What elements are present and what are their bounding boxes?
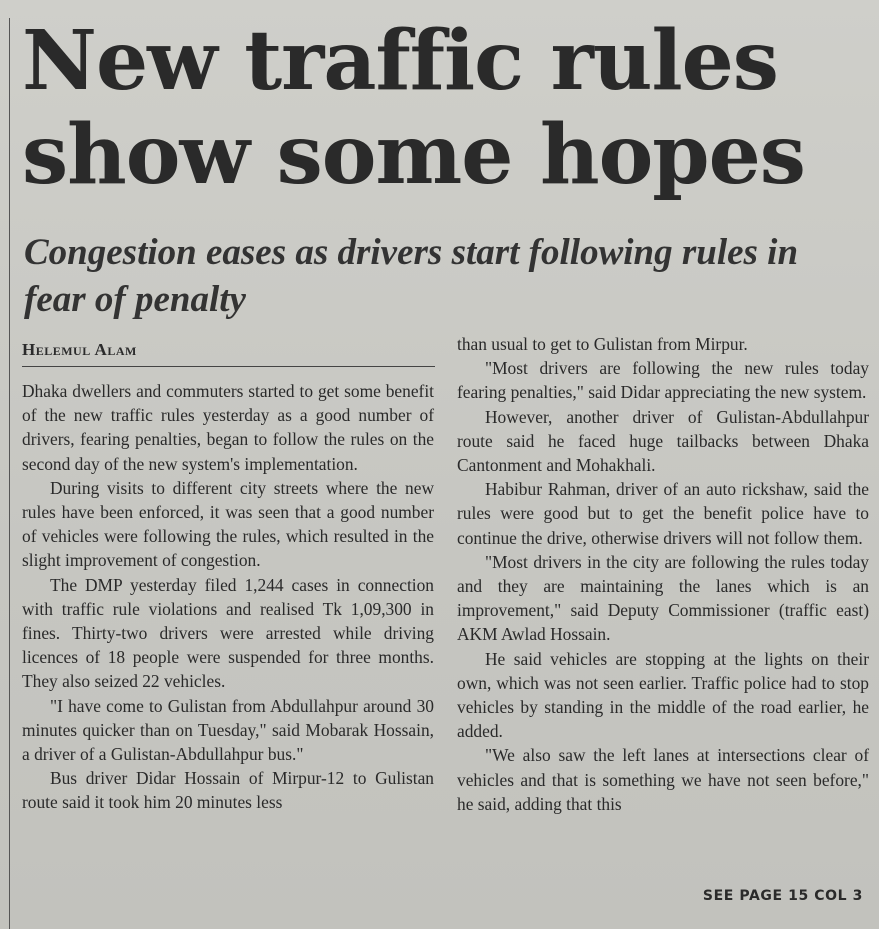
byline: Helemul Alam — [22, 340, 137, 359]
paragraph: "I have come to Gulistan from Abdullahpur around 30 minutes quicker than on Tuesday," said Mobarak Hossain, a driver of a Gulistan-Abdullahpur bus." — [22, 695, 434, 765]
headline: New traffic rules show some hopes — [22, 13, 805, 203]
paragraph: "We also saw the left lanes at intersections clear of vehicles and that is something we have not seen before," he said, adding that this — [457, 745, 869, 814]
paragraph: He said vehicles are stopping at the lights on their own, which was not seen earlier. Traffic police had to stop vehicles by standing in the middle of the road earlier, he added. — [457, 648, 869, 742]
paragraph: Bus driver Didar Hossain of Mirpur-12 to Gulistan route said it took him 20 minutes less — [22, 768, 434, 813]
deck-subheadline: Congestion eases as drivers start following rules in fear of penalty — [24, 232, 799, 320]
byline-divider — [22, 366, 435, 367]
paragraph: "Most drivers in the city are following the rules today and they are maintaining the lanes which is an improvement," said Deputy Commissioner (traffic east) AKM Awlad Hossain. — [457, 551, 869, 645]
column-1 — [22, 379, 434, 815]
paragraph: Habibur Rahman, driver of an auto rickshaw, said the rules were good but to get the benefit police have to continue the drive, otherwise drivers will not follow them. — [457, 479, 869, 548]
continued-jump-line: SEE PAGE 15 COL 3 — [702, 888, 863, 904]
paragraph: The DMP yesterday filed 1,244 cases in connection with traffic rule violations and realised Tk 1,09,300 in fines. Thirty-two drivers were arrested while driving licences of 18 people were suspended for three months. They also seized 22 vehicles. — [22, 574, 434, 692]
paragraph: than usual to get to Gulistan from Mirpur. — [457, 334, 748, 354]
column-rule — [9, 18, 10, 929]
paragraph: During visits to different city streets where the new rules have been enforced, it was seen that a good number of vehicles were following the rules, which resulted in the slight improvement of congestion. — [22, 477, 434, 571]
paragraph: Dhaka dwellers and commuters started to get some benefit of the new traffic rules yesterday as a good number of drivers, fearing penalties, began to follow the rules on the second day of the new system's implementation. — [22, 381, 434, 474]
paragraph: However, another driver of Gulistan-Abdullahpur route said he faced huge tailbacks between Dhaka Cantonment and Mohakhali. — [457, 406, 869, 476]
column-2 — [457, 332, 869, 816]
paragraph: "Most drivers are following the new rules today fearing penalties," said Didar appreciating the new system. — [457, 358, 869, 403]
